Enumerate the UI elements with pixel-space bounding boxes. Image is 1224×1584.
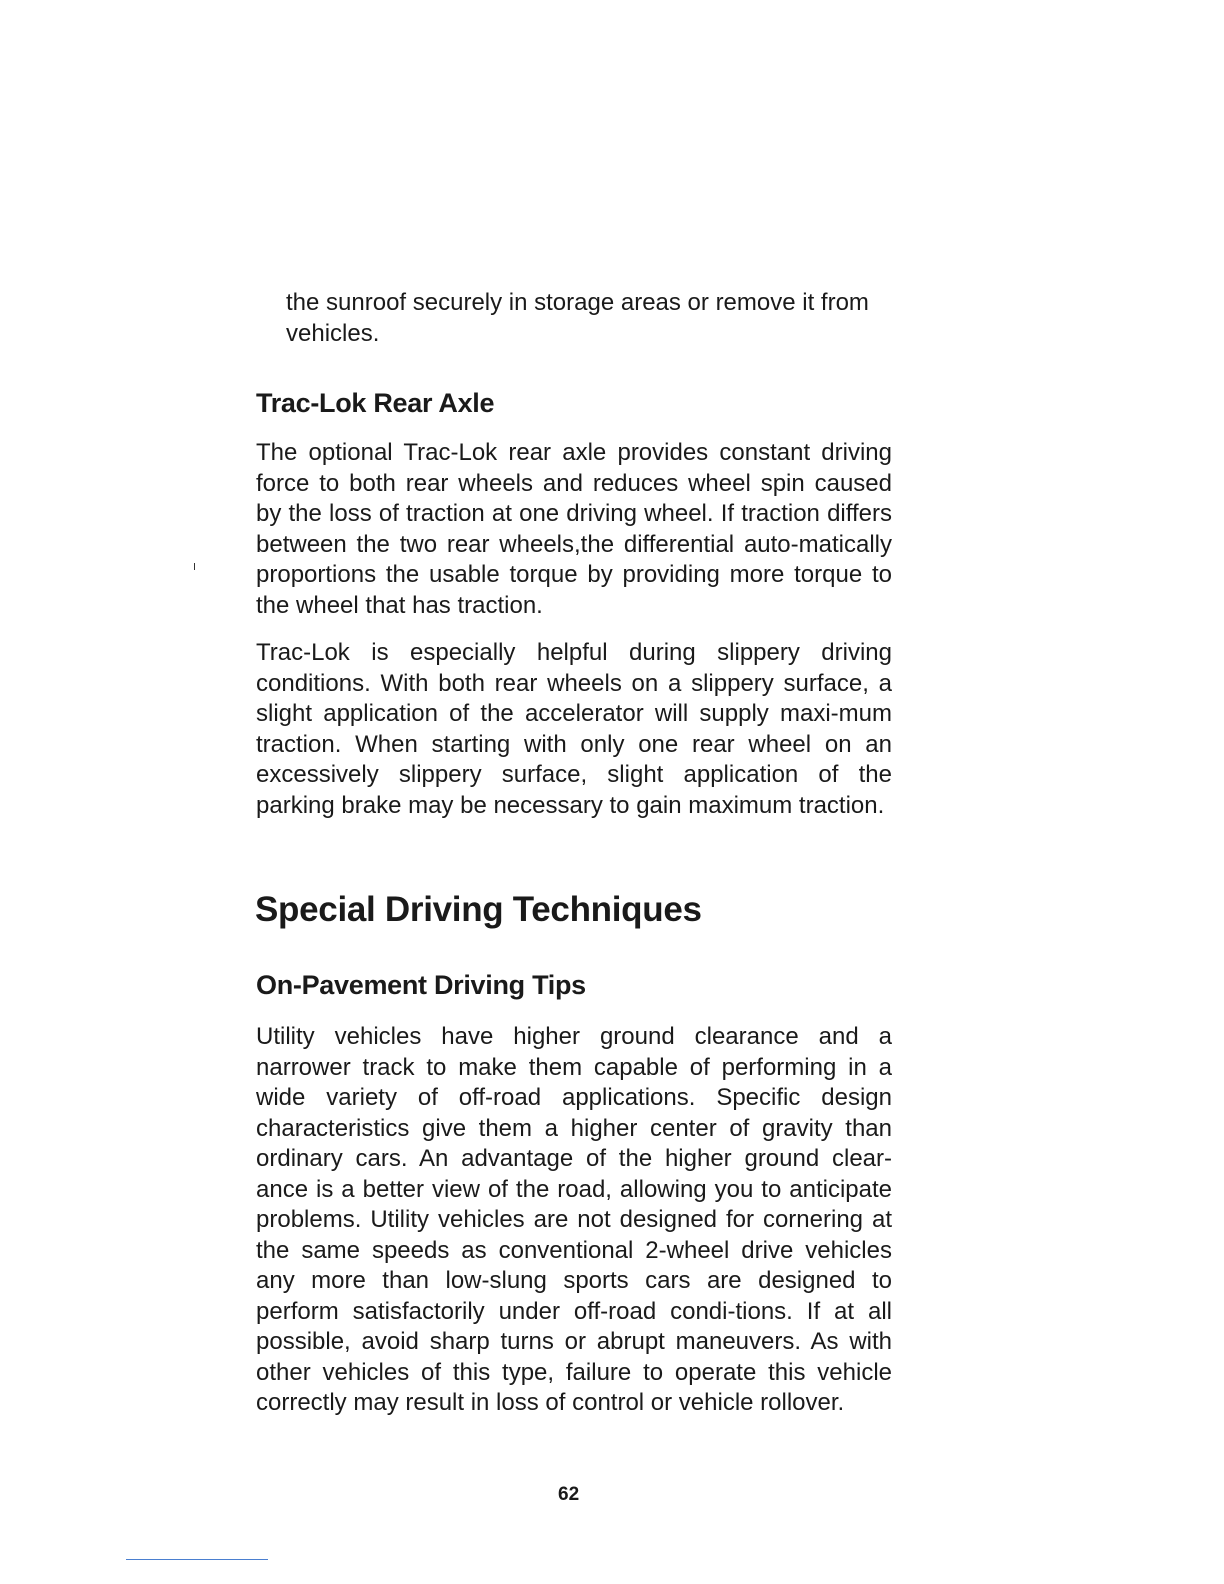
continued-paragraph: the sunroof securely in storage areas or remove it from vehicles.: [286, 289, 869, 347]
page-number: 62: [558, 1484, 580, 1505]
trac-lok-heading: Trac-Lok Rear Axle: [256, 388, 495, 418]
bottom-rule: [126, 1559, 268, 1560]
on-pavement-paragraph: Utility vehicles have higher ground clearance and a narrower track to make them capable of performing in a wide variety of off-road applications. Specific design characteristics give them a higher center of gravity than ordinary cars. An advantage of the higher ground clear-ance is a better view of the road, allowing you to anticipate problems. Utility vehicles are not designed for cornering at the same speeds as conventional 2-wheel drive vehicles any more than low-slung sports cars are designed to perform satisfactorily under off-road condi-tions. If at all possible, avoid sharp turns or abrupt maneuvers. As with other vehicles of this type, failure to operate this vehicle correctly may result in loss of control or vehicle rollover.: [256, 1023, 892, 1416]
margin-mark: [194, 563, 195, 570]
trac-lok-paragraph-1: The optional Trac-Lok rear axle provides constant driving force to both rear wheels and reduces wheel spin caused by the loss of traction at one driving wheel. If traction differs between the two rear wheels,the differential auto-matically proportions the usable torque by providing more torque to the wheel that has traction.: [256, 439, 892, 619]
on-pavement-heading: On-Pavement Driving Tips: [256, 970, 586, 1000]
trac-lok-paragraph-2: Trac-Lok is especially helpful during slippery driving conditions. With both rear wheels on a slippery surface, a slight application of the accelerator will supply maxi-mum traction. When starting with only one rear wheel on an excessively slippery surface, slight application of the parking brake may be necessary to gain maximum traction.: [256, 639, 892, 819]
special-driving-techniques-heading: Special Driving Techniques: [255, 890, 702, 929]
